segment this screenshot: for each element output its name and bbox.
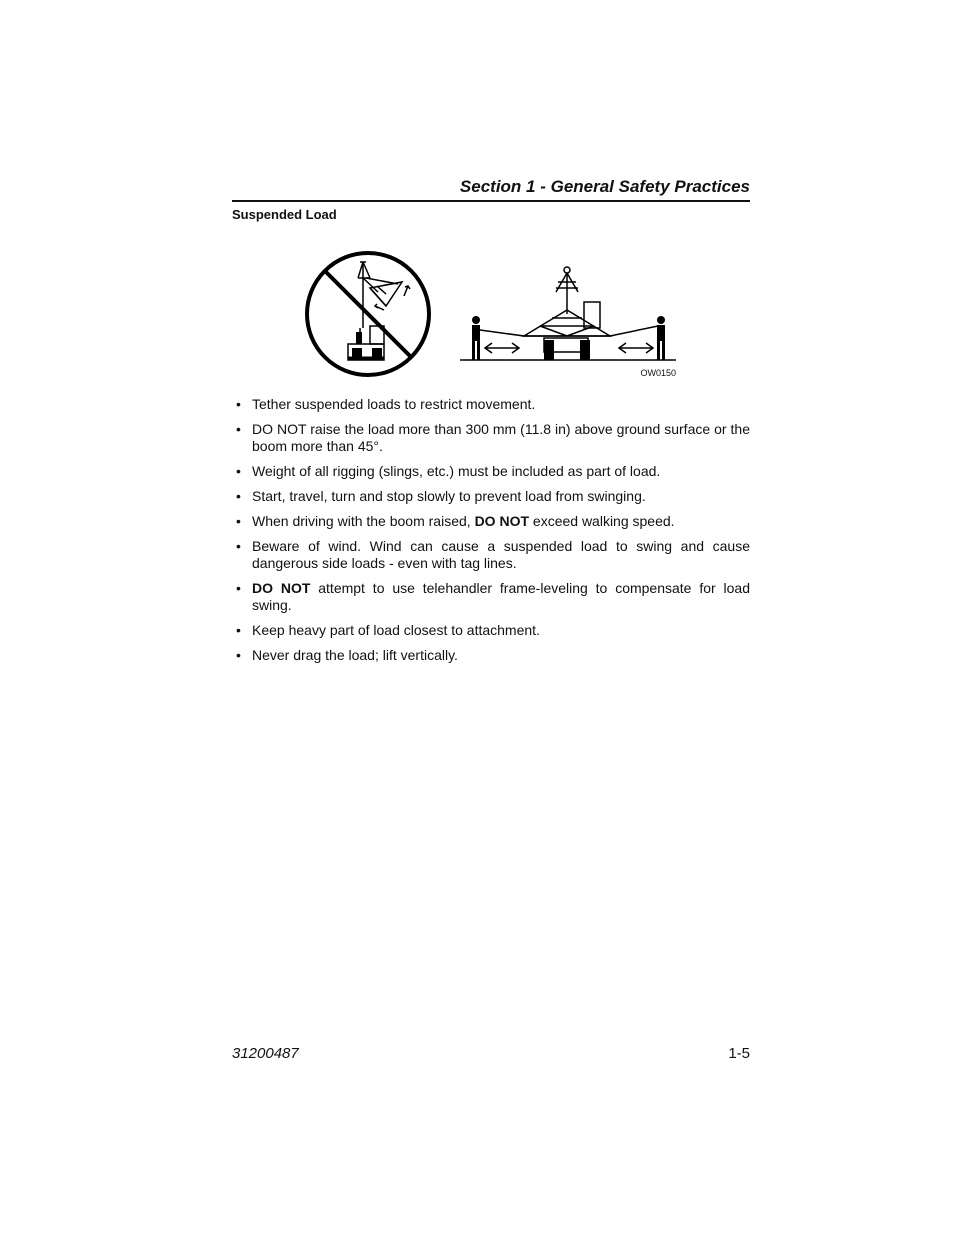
list-item: • When driving with the boom raised, DO NOT exceed walking speed. — [236, 513, 675, 529]
safety-figure — [300, 248, 680, 380]
list-item: • Beware of wind. Wind can cause a suspended load to swing and cause dangerous side loads - even with tag lines. — [236, 538, 750, 571]
bullet-icon: • — [236, 396, 241, 412]
safety-bullet-list — [232, 396, 750, 672]
page-number: 1-5 — [728, 1045, 750, 1062]
list-item: • DO NOT attempt to use telehandler frame-leveling to compensate for load swing. — [236, 580, 750, 613]
list-item: • Never drag the load; lift vertically. — [236, 647, 458, 663]
bullet-icon: • — [236, 488, 241, 504]
document-number: 31200487 — [232, 1045, 299, 1062]
tag-line-tethered-load-icon — [440, 248, 680, 380]
prohibited-swinging-load-icon — [300, 248, 440, 380]
bullet-icon: • — [236, 513, 241, 529]
section-title: Section 1 - General Safety Practices — [459, 177, 750, 196]
bullet-icon: • — [236, 538, 241, 554]
bullet-icon: • — [236, 421, 241, 437]
bullet-icon: • — [236, 622, 241, 638]
bullet-icon: • — [236, 647, 241, 663]
bullet-icon: • — [236, 463, 241, 479]
list-item: • Tether suspended loads to restrict movement. — [236, 396, 536, 412]
figure-id: OW0150 — [640, 368, 676, 378]
list-item: • DO NOT raise the load more than 300 mm (11.8 in) above ground surface or the boom more than 45°. — [236, 421, 750, 454]
list-item: • Keep heavy part of load closest to attachment. — [236, 622, 540, 638]
subsection-title: Suspended Load — [232, 207, 337, 222]
list-item: • Start, travel, turn and stop slowly to prevent load from swinging. — [236, 488, 646, 504]
list-item: • Weight of all rigging (slings, etc.) must be included as part of load. — [236, 463, 661, 479]
header-rule — [232, 200, 750, 202]
bullet-icon: • — [236, 580, 241, 596]
